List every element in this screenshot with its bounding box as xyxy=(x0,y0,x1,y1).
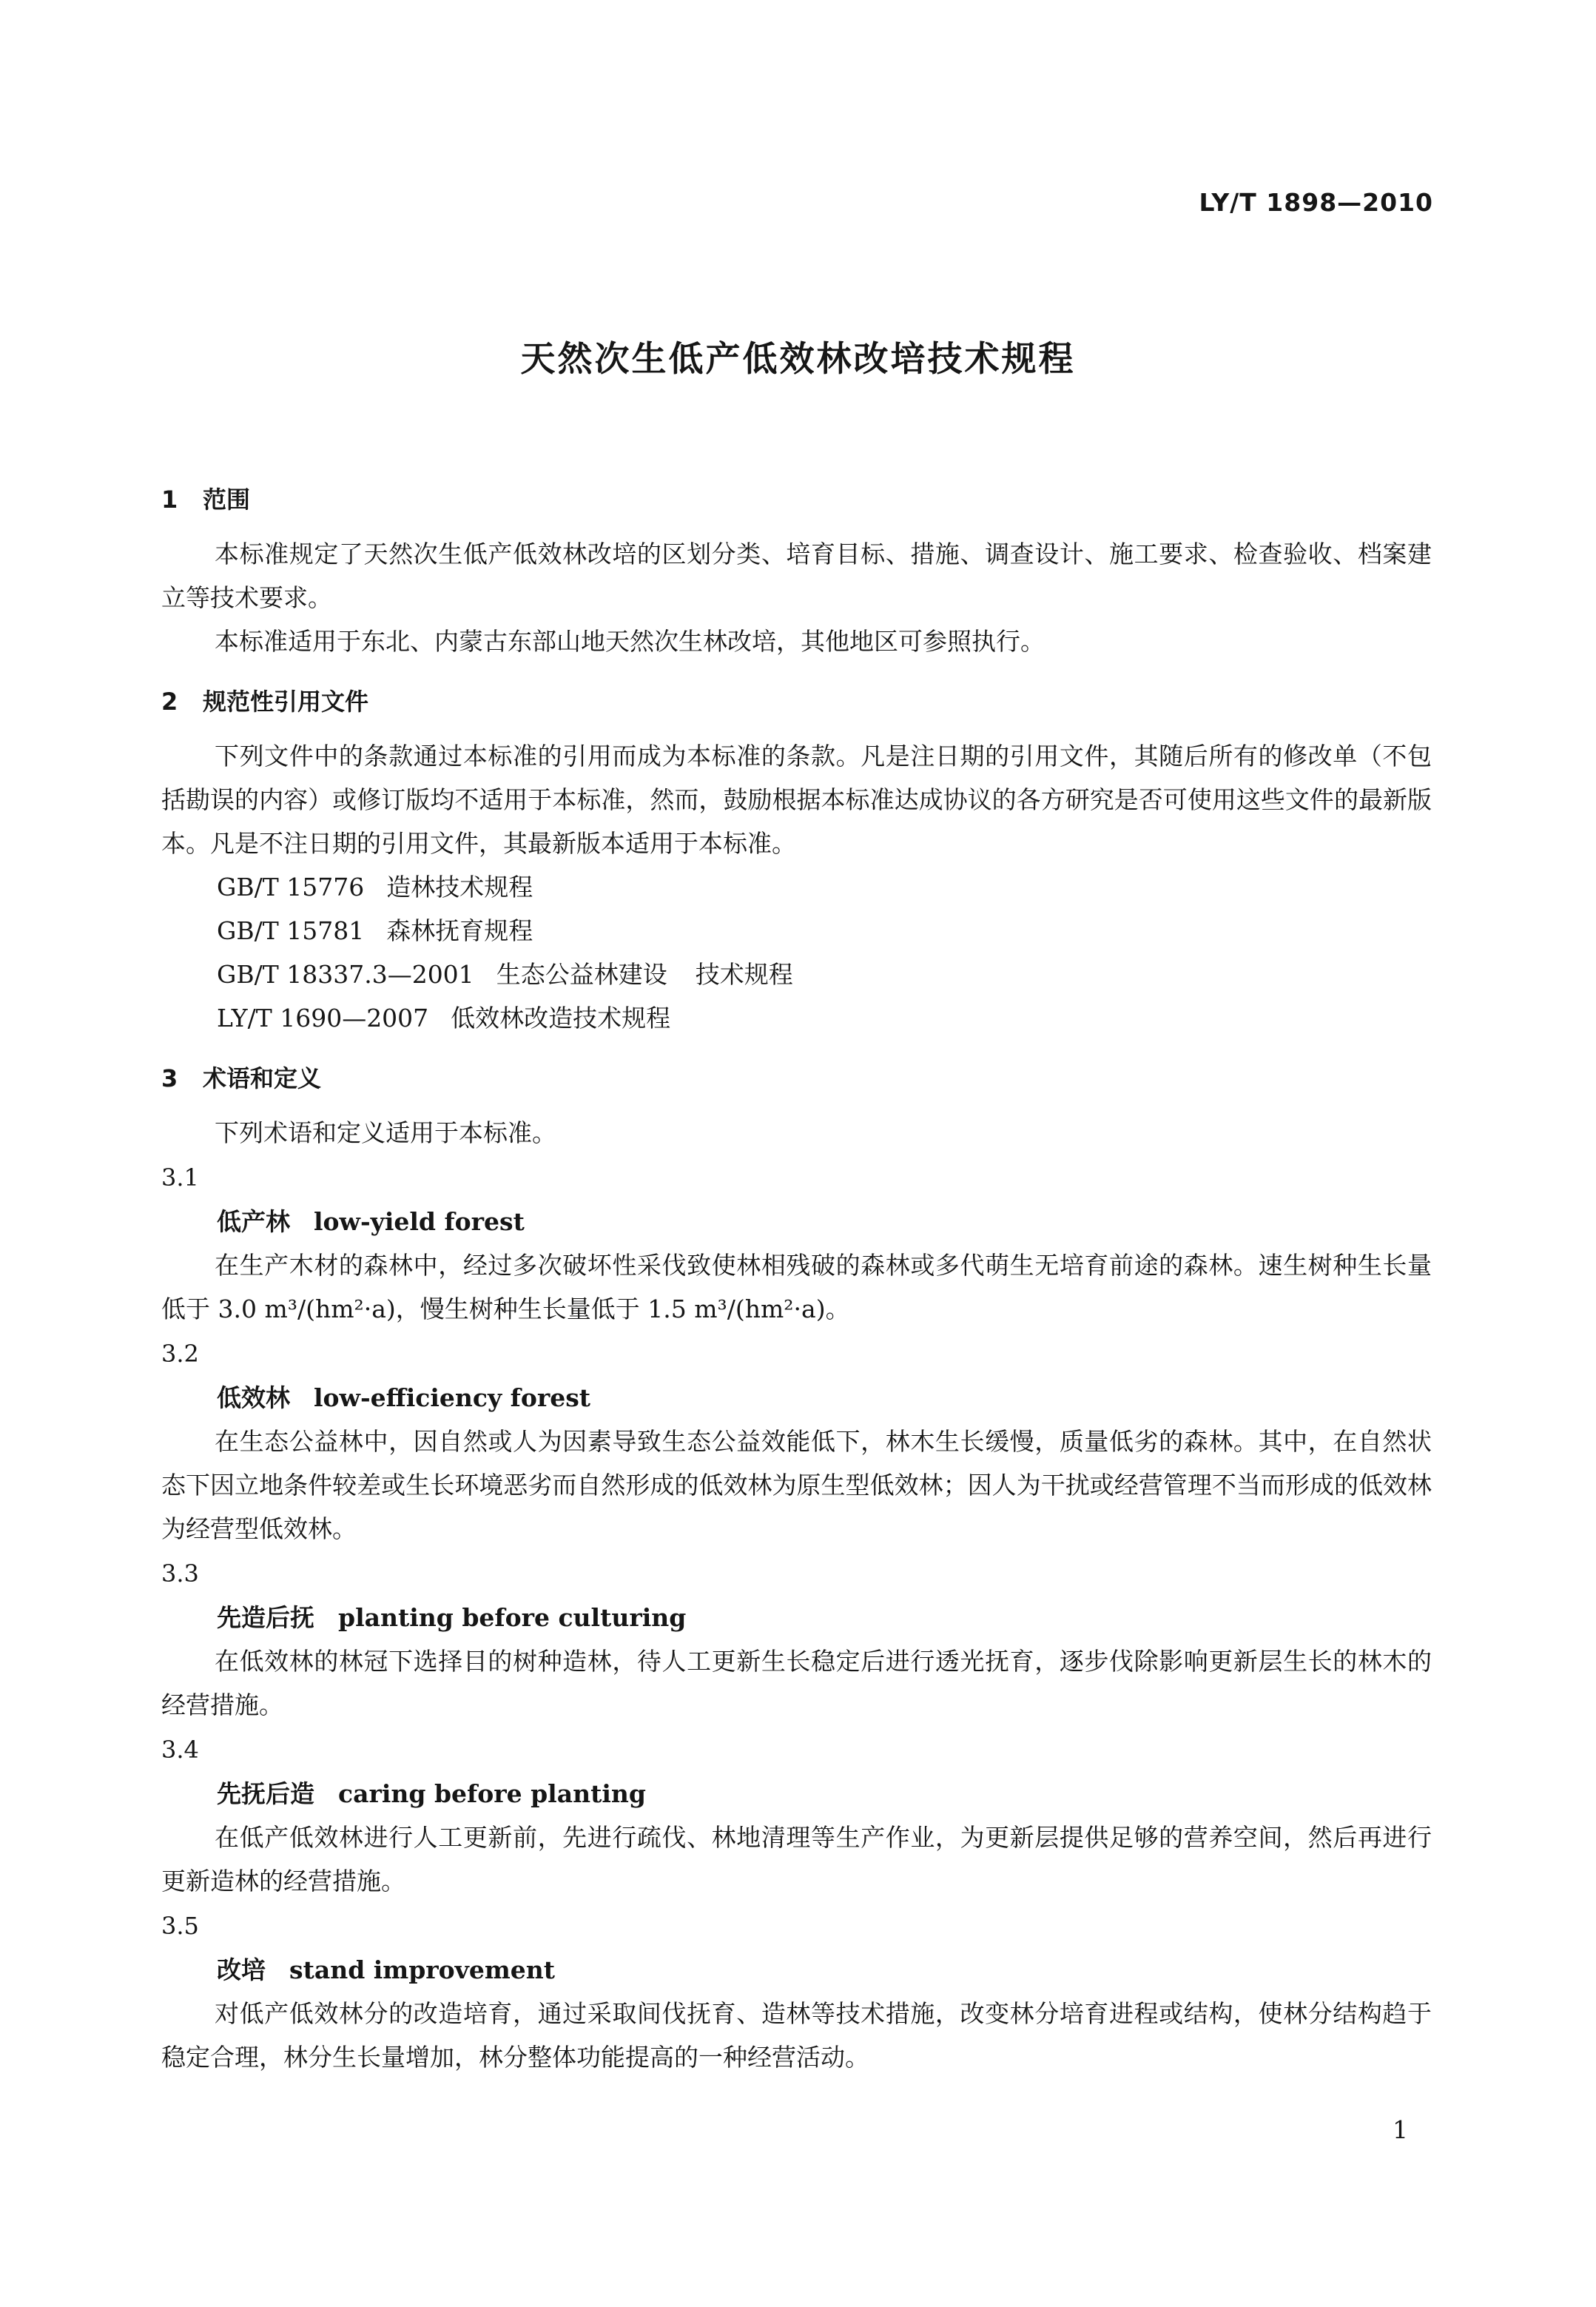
reference-item xyxy=(161,953,1432,996)
term-name xyxy=(161,1596,1432,1639)
section-number: 2 xyxy=(161,688,178,716)
paragraph: 下列术语和定义适用于本标准。 xyxy=(215,1118,556,1147)
section-title: 范围 xyxy=(203,486,251,514)
reference-title: 低效林改造技术规程 xyxy=(451,1004,671,1032)
paragraph: 本标准规定了天然次生低产低效林改培的区划分类、培育目标、措施、调查设计、施工要求、检查验收、档案建立等技术要求。 xyxy=(161,540,1432,612)
reference-title: 生态公益林建设 xyxy=(496,960,667,989)
document-title: 天然次生低产低效林改培技术规程 xyxy=(520,339,1076,380)
term-english: planting before culturing xyxy=(338,1603,687,1632)
term-name xyxy=(161,1200,1432,1243)
term-name xyxy=(161,1772,1432,1816)
term-definition: 对低产低效林分的改造培育，通过采取间伐抚育、造林等技术措施，改变林分培育进程或结构，使林分结构趋于稳定合理，林分生长量增加，林分整体功能提高的一种经营活动。 xyxy=(161,1999,1432,2072)
standard-code: LY/T 1898—2010 xyxy=(1199,188,1433,217)
term-chinese: 先抚后造 xyxy=(217,1779,314,1808)
section-heading-terms xyxy=(161,1056,1432,1101)
reference-item xyxy=(161,865,1432,909)
document-body xyxy=(161,477,1432,2079)
paragraph: 下列文件中的条款通过本标准的引用而成为本标准的条款。凡是注日期的引用文件，其随后所有的修改单（不包括勘误的内容）或修订版均不适用于本标准，然而，鼓励根据本标准达成协议的各方研究是否可使用这些文件的最新版本。凡是不注日期的引用文件，其最新版本适用于本标准。 xyxy=(161,742,1432,858)
reference-title: 森林抚育规程 xyxy=(386,916,533,945)
term-definition: 在低产低效林进行人工更新前，先进行疏伐、林地清理等生产作业，为更新层提供足够的营养空间，然后再进行更新造林的经营措施。 xyxy=(161,1823,1432,1895)
section-heading-scope xyxy=(161,477,1432,522)
reference-item xyxy=(161,909,1432,953)
term-chinese: 低产林 xyxy=(217,1207,290,1236)
term-number: 3.4 xyxy=(161,1736,199,1764)
paragraph: 本标准适用于东北、内蒙古东部山地天然次生林改培，其他地区可参照执行。 xyxy=(215,627,1045,656)
reference-code: GB/T 18337.3—2001 xyxy=(217,960,474,989)
term-english: low-efficiency forest xyxy=(314,1383,591,1412)
reference-code: GB/T 15781 xyxy=(217,916,365,945)
section-heading-normative-references xyxy=(161,679,1432,724)
reference-title: 造林技术规程 xyxy=(386,873,533,901)
section-title: 规范性引用文件 xyxy=(203,688,369,716)
reference-subtitle: 技术规程 xyxy=(695,960,793,989)
term-english: caring before planting xyxy=(338,1779,646,1808)
term-chinese: 先造后抚 xyxy=(217,1603,314,1632)
reference-code: LY/T 1690—2007 xyxy=(217,1004,429,1032)
page-number: 1 xyxy=(1393,2115,1408,2144)
reference-item xyxy=(161,996,1432,1040)
term-definition: 在生产木材的森林中，经过多次破坏性采伐致使林相残破的森林或多代萌生无培育前途的森林。速生树种生长量低于 3.0 m³/(hm²·a)，慢生树种生长量低于 1.5 m³/(hm²·a)。 xyxy=(161,1251,1432,1323)
section-title: 术语和定义 xyxy=(203,1064,322,1092)
term-chinese: 低效林 xyxy=(217,1383,290,1412)
term-number: 3.3 xyxy=(161,1559,199,1588)
section-number: 1 xyxy=(161,486,178,514)
term-definition: 在生态公益林中，因自然或人为因素导致生态公益效能低下，林木生长缓慢，质量低劣的森林。其中，在自然状态下因立地条件较差或生长环境恶劣而自然形成的低效林为原生型低效林；因人为干扰或经营管理不当而形成的低效林为经营型低效林。 xyxy=(161,1427,1432,1543)
section-number: 3 xyxy=(161,1064,178,1092)
term-number: 3.2 xyxy=(161,1340,199,1368)
term-name xyxy=(161,1376,1432,1420)
reference-code: GB/T 15776 xyxy=(217,873,365,901)
term-number: 3.5 xyxy=(161,1912,199,1940)
term-chinese: 改培 xyxy=(217,1955,266,1984)
term-definition: 在低效林的林冠下选择目的树种造林，待人工更新生长稳定后进行透光抚育，逐步伐除影响更新层生长的林木的经营措施。 xyxy=(161,1647,1432,1719)
term-number: 3.1 xyxy=(161,1163,199,1192)
term-name xyxy=(161,1948,1432,1992)
term-english: low-yield forest xyxy=(314,1207,525,1236)
term-english: stand improvement xyxy=(289,1955,556,1984)
